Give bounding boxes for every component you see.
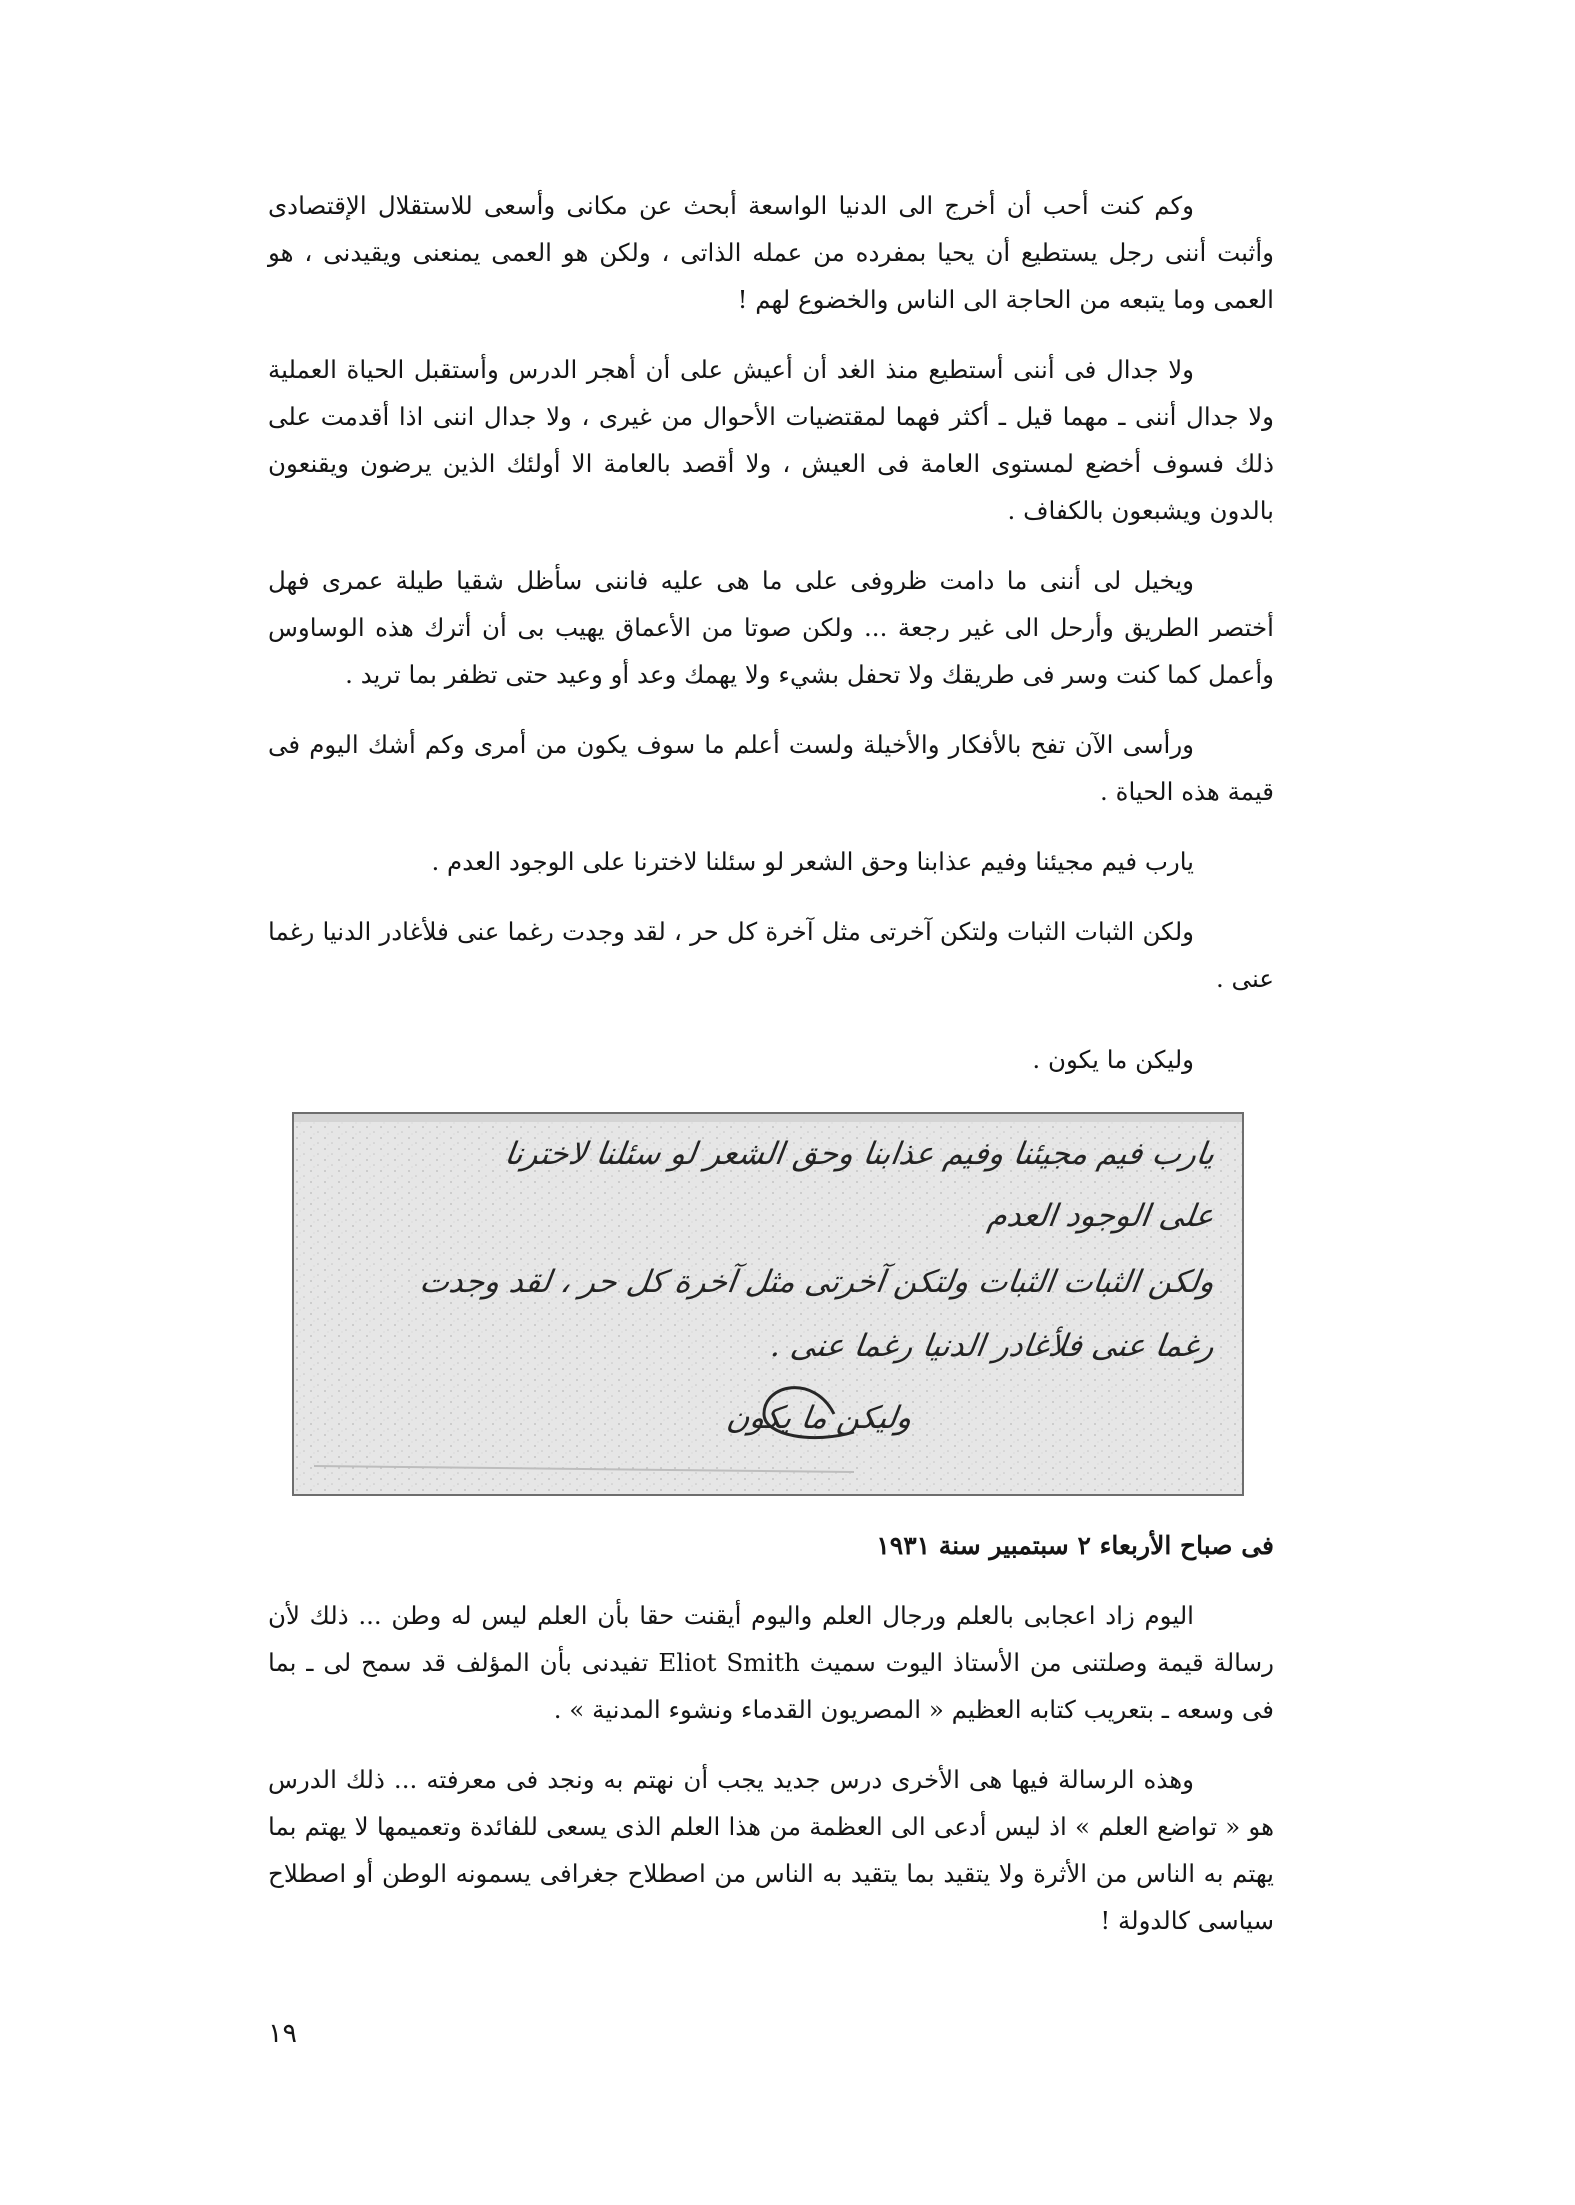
latin-name: Eliot Smith <box>658 1648 800 1677</box>
paragraph <box>268 1592 1274 1733</box>
handwritten-line: ولكن الثبات الثبات ولتكن آخرتى مثل آخرة كل حر ، لقد وجدت <box>417 1264 1217 1300</box>
handwritten-line: يارب فيم مجيئنا وفيم عذابنا وحق الشعر لو سئلنا لاخترنا <box>502 1136 1217 1172</box>
entry-text <box>268 1592 1274 1967</box>
paragraph-text: تفيدنى بأن المؤلف قد سمح لى ـ بما فى وسعه ـ بتعريب كتابه العظيم « المصريون القدماء ونشوء المدنية » . <box>268 1648 1274 1724</box>
handwritten-line: وليكن ما يكون <box>724 1400 915 1436</box>
body-text <box>268 182 1274 1083</box>
paragraph: وكم كنت أحب أن أخرج الى الدنيا الواسعة أبحث عن مكانى وأسعى للاستقلال الإقتصادى وأثبت أننى رجل يستطيع أن يحيا بمفرده من عمله الذاتى ، ولكن هو العمى يمنعنى ويقيدنى ، هو العمى وما يتبعه من الحاجة الى الناس والخضوع لهم ! <box>268 191 1274 314</box>
paragraph: ولكن الثبات الثبات ولتكن آخرتى مثل آخرة كل حر ، لقد وجدت رغما عنى فلأغادر الدنيا رغما عنى . <box>268 917 1274 993</box>
handwritten-manuscript-image <box>292 1112 1244 1496</box>
paragraph: ويخيل لى أننى ما دامت ظروفى على ما هى عليه فاننى سأظل شقيا طيلة عمرى فهل أختصر الطريق وأرحل الى غير رجعة ... ولكن صوتا من الأعماق يهيب بى أن أترك هذه الوساوس وأعمل كما كنت وسر فى طريقك ولا تحفل بشيء ولا يهمك وعد أو وعيد حتى تظفر بما تريد . <box>268 566 1274 689</box>
closing-line: وليكن ما يكون . <box>1032 1045 1194 1074</box>
handwritten-line: على الوجود العدم <box>985 1198 1217 1234</box>
paragraph: يارب فيم مجيئنا وفيم عذابنا وحق الشعر لو سئلنا لاخترنا على الوجود العدم . <box>431 847 1194 876</box>
entry-heading: فى صباح الأربعاء ٢ سبتمبير سنة ١٩٣١ <box>876 1531 1274 1560</box>
page-number: ١٩ <box>268 2018 298 2049</box>
paragraph: وهذه الرسالة فيها هى الأخرى درس جديد يجب أن نهتم به ونجد فى معرفته ... ذلك الدرس هو « تواضع العلم » اذ ليس أدعى الى العظمة من هذا العلم الذى يسعى للفائدة وتعميمها لا يهتم بما يهتم به الناس من الأثرة ولا يتقيد بما يتقيد به الناس من اصطلاح جغرافى يسمونه الوطن أو اصطلاح سياسى كالدولة ! <box>268 1765 1274 1935</box>
paragraph-text: اليوم زاد اعجابى بالعلم ورجال العلم واليوم أيقنت حقا بأن العلم ليس له وطن ... ذلك لأن رسالة قيمة وصلتنى من الأستاذ اليوت سميث <box>268 1601 1274 1677</box>
handwritten-line: رغما عنى فلأغادر الدنيا رغما عنى . <box>768 1328 1217 1364</box>
paragraph: ورأسى الآن تفح بالأفكار والأخيلة ولست أعلم ما سوف يكون من أمرى وكم أشك اليوم فى قيمة هذه الحياة . <box>268 730 1274 806</box>
paragraph: ولا جدال فى أننى أستطيع منذ الغد أن أعيش على أن أهجر الدرس وأستقبل الحياة العملية ولا جدال أننى ـ مهما قيل ـ أكثر فهما لمقتضيات الأحوال من غيرى ، ولا جدال اننى اذا أقدمت على ذلك فسوف أخضع لمستوى العامة فى العيش ، ولا أقصد بالعامة الا أولئك الذين يرضون ويقنعون بالدون ويشبعون بالكفاف . <box>268 355 1274 525</box>
